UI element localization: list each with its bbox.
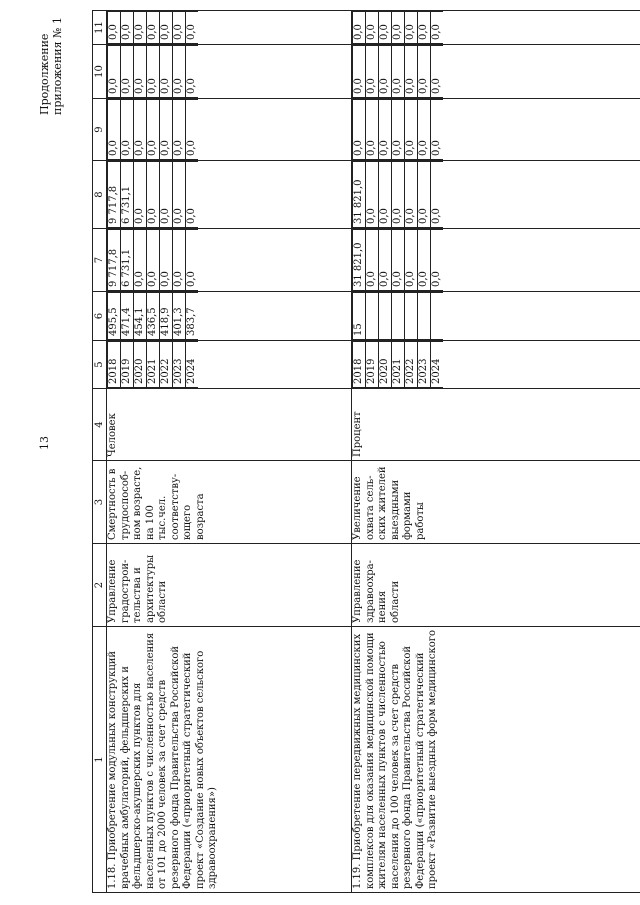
col7-values <box>352 229 443 291</box>
table-cell: 9 717,8 <box>108 230 121 291</box>
table-cell: 0,0 <box>431 12 444 44</box>
target-values <box>352 292 443 340</box>
table-cell: 0,0 <box>379 46 392 98</box>
table-cell <box>379 293 392 340</box>
table-cell: 31 821,0 <box>353 162 366 228</box>
table-cell: 0,0 <box>431 230 444 291</box>
unit-cell: Процент <box>352 389 640 461</box>
table-cell: 0,0 <box>147 100 160 160</box>
table-cell: 2023 <box>418 342 431 388</box>
table-cell: 2021 <box>147 342 160 388</box>
table-cell: 0,0 <box>431 162 444 228</box>
table-cell: 0,0 <box>392 100 405 160</box>
table-cell: 0,0 <box>134 230 147 291</box>
col-header: 6 <box>93 292 107 341</box>
table-cell: 0,0 <box>405 162 418 228</box>
table-cell: 0,0 <box>121 12 134 44</box>
col10-values <box>352 45 443 98</box>
col7-values <box>107 229 198 291</box>
table-cell: 0,0 <box>173 46 186 98</box>
col10-values <box>107 45 198 98</box>
appendix-table <box>92 10 640 893</box>
table-cell: 2018 <box>353 342 366 388</box>
table-cell: 0,0 <box>121 46 134 98</box>
column-number-row <box>93 11 107 893</box>
table-cell: 383,7 <box>186 293 199 340</box>
executor-cell: Управление градострои-тельства и архитектуры области <box>107 544 352 627</box>
table-cell: 0,0 <box>108 100 121 160</box>
table-cell: 0,0 <box>353 46 366 98</box>
col-header: 5 <box>93 341 107 389</box>
table-cell: 6 731,1 <box>121 230 134 291</box>
table-cell: 0,0 <box>392 12 405 44</box>
table-cell: 2020 <box>134 342 147 388</box>
table-cell: 2020 <box>379 342 392 388</box>
table-cell: 0,0 <box>160 12 173 44</box>
target-values <box>107 292 198 340</box>
table-cell: 2019 <box>366 342 379 388</box>
table-cell: 0,0 <box>134 12 147 44</box>
table-cell: 0,0 <box>379 100 392 160</box>
table-cell: 0,0 <box>405 46 418 98</box>
table-cell <box>405 293 418 340</box>
table-cell: 2022 <box>405 342 418 388</box>
years-list <box>107 341 198 388</box>
table-cell: 0,0 <box>379 162 392 228</box>
table-row <box>352 11 640 893</box>
table-cell: 0,0 <box>392 162 405 228</box>
table-cell <box>392 293 405 340</box>
table-cell: 0,0 <box>392 46 405 98</box>
table-cell: 0,0 <box>186 46 199 98</box>
table-cell: 0,0 <box>405 100 418 160</box>
col-header: 10 <box>93 45 107 99</box>
indicator-cell: Смертность в трудоспособ-ном возрасте, на 100 тыс.чел. соответству-ющего возраста <box>107 461 352 544</box>
table-cell: 0,0 <box>134 162 147 228</box>
table-cell: 0,0 <box>134 46 147 98</box>
table-cell: 0,0 <box>366 12 379 44</box>
unit-cell: Человек <box>107 389 352 461</box>
table-cell: 0,0 <box>121 100 134 160</box>
table-cell: 31 821,0 <box>353 230 366 291</box>
table-cell: 0,0 <box>160 230 173 291</box>
col-header: 3 <box>93 461 107 544</box>
col-header: 1 <box>93 627 107 893</box>
col-header: 11 <box>93 11 107 45</box>
table-cell: 0,0 <box>418 12 431 44</box>
table-cell: 0,0 <box>353 100 366 160</box>
table-cell: 9 717,8 <box>108 162 121 228</box>
table-cell: 436,5 <box>147 293 160 340</box>
table-cell: 0,0 <box>108 12 121 44</box>
table-cell: 2021 <box>392 342 405 388</box>
col-header: 2 <box>93 544 107 627</box>
activity-cell: 1.19. Приобретение передвижных медицинских комплексов для оказания медицинской помощи жителям населенных пунктов с численностью населения до 100 человек за счет средств резервного фонда Правительства Российской Федерации («приоритетный стратегический проект «Развитие выездных форм медицинского <box>352 627 640 893</box>
table-cell: 0,0 <box>173 162 186 228</box>
col8-values <box>352 161 443 228</box>
table-cell: 0,0 <box>134 100 147 160</box>
table-cell: 0,0 <box>186 230 199 291</box>
table-cell: 0,0 <box>366 230 379 291</box>
col9-values <box>352 99 443 160</box>
table-cell: 0,0 <box>147 12 160 44</box>
col11-values <box>352 11 443 44</box>
table-cell: 15 <box>353 293 366 340</box>
activity-cell: 1.18. Приобретение модульных конструкций врачебных амбулаторий, фельдшерских и фельдшерско-акушерских пунктов для населенных пунктов с численностью населения от 101 до 2000 человек за счет средств резервного фонда Правительства Российской Федерации («приоритетный стратегический проект «Создание новых объектов сельского здравоохранения») <box>107 627 352 893</box>
table-cell: 0,0 <box>379 12 392 44</box>
table-cell: 0,0 <box>431 100 444 160</box>
table-row <box>107 11 352 893</box>
table-cell: 0,0 <box>173 12 186 44</box>
executor-cell: Управление здравоохра-нения области <box>352 544 640 627</box>
col-header: 8 <box>93 161 107 229</box>
table-cell: 0,0 <box>186 162 199 228</box>
indicator-cell: Увеличение охвата сель-ских жителей выездными формами работы <box>352 461 640 544</box>
table-cell: 0,0 <box>147 46 160 98</box>
table-cell: 2023 <box>173 342 186 388</box>
table-cell <box>431 293 444 340</box>
table-cell: 0,0 <box>379 230 392 291</box>
col9-values <box>107 99 198 160</box>
table-cell: 0,0 <box>353 12 366 44</box>
table-cell: 2024 <box>431 342 444 388</box>
table-cell: 0,0 <box>173 230 186 291</box>
table-cell: 0,0 <box>160 100 173 160</box>
table-cell: 0,0 <box>405 12 418 44</box>
col11-values <box>107 11 198 44</box>
col8-values <box>107 161 198 228</box>
table-cell: 495,5 <box>108 293 121 340</box>
table-cell: 2024 <box>186 342 199 388</box>
table-cell: 6 731,1 <box>121 162 134 228</box>
table-cell: 0,0 <box>431 46 444 98</box>
table-cell: 0,0 <box>147 230 160 291</box>
table-cell: 2019 <box>121 342 134 388</box>
table-cell: 401,3 <box>173 293 186 340</box>
table-cell: 0,0 <box>147 162 160 228</box>
appendix-title: Продолжение приложения № 1 <box>38 17 64 115</box>
table-cell: 0,0 <box>173 100 186 160</box>
table-cell: 0,0 <box>160 46 173 98</box>
table-cell: 0,0 <box>366 100 379 160</box>
table-cell <box>366 293 379 340</box>
col-header: 9 <box>93 99 107 161</box>
years-list <box>352 341 443 388</box>
table-cell <box>418 293 431 340</box>
table-cell: 0,0 <box>186 12 199 44</box>
table-cell: 0,0 <box>186 100 199 160</box>
table-cell: 0,0 <box>418 46 431 98</box>
table-cell: 418,9 <box>160 293 173 340</box>
table-cell: 0,0 <box>366 162 379 228</box>
table-cell: 2018 <box>108 342 121 388</box>
col-header: 4 <box>93 389 107 461</box>
table-cell: 0,0 <box>366 46 379 98</box>
col-header: 7 <box>93 229 107 292</box>
table-cell: 454,1 <box>134 293 147 340</box>
table-cell: 0,0 <box>405 230 418 291</box>
table-cell: 471,4 <box>121 293 134 340</box>
table-cell: 0,0 <box>418 162 431 228</box>
table-cell: 0,0 <box>418 230 431 291</box>
table-cell: 2022 <box>160 342 173 388</box>
table-cell: 0,0 <box>160 162 173 228</box>
table-cell: 0,0 <box>392 230 405 291</box>
page-number: 13 <box>38 436 51 450</box>
table-cell: 0,0 <box>108 46 121 98</box>
table-cell: 0,0 <box>418 100 431 160</box>
